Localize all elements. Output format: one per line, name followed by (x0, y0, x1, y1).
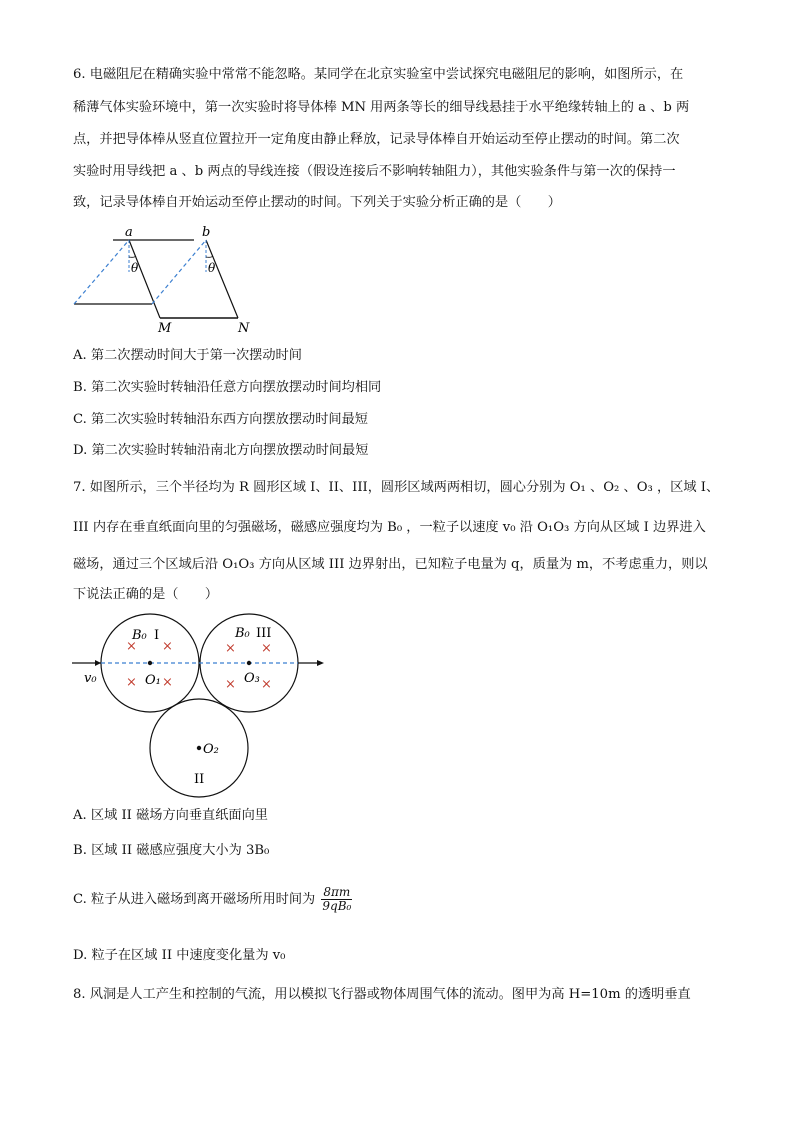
wire-b (206, 240, 238, 318)
cross-I-4: × (162, 675, 173, 690)
q7-option-c-fraction: $\frac{8\pi m}{\text{9qB₀}}$ (322, 885, 352, 913)
cross-I-2: × (162, 639, 173, 654)
q6-option-c: C. 第二次实验时转轴沿东西方向摆放摆动时间最短 (73, 412, 368, 427)
center-O1 (148, 661, 152, 665)
cross-III-3: × (225, 677, 236, 692)
theta-arc-b (206, 256, 213, 257)
q7-line-2: III 内存在垂直纸面向里的匀强磁场，磁感应强度均为 B₀ ，一粒子以速度 v₀ 沿 O₁O₃ 方向从区域 I 边界进入 (73, 520, 706, 535)
q6-option-d: D. 第二次实验时转轴沿南北方向摆放摆动时间最短 (73, 443, 369, 458)
label-v0: v₀ (84, 671, 97, 686)
q7-number: 7. (73, 480, 86, 495)
label-O1: O₁ (145, 673, 161, 688)
q6-option-a: A. 第二次摆动时间大于第一次摆动时间 (73, 348, 302, 363)
cross-III-2: × (261, 641, 272, 656)
q6-figure (68, 222, 268, 337)
center-O3 (247, 661, 251, 665)
cross-III-4: × (261, 677, 272, 692)
q7-option-c: C. 粒子从进入磁场到离开磁场所用时间为 $\frac{8\pi m}{\text{9qB₀}}$ (73, 885, 352, 913)
q6-number: 6. (73, 67, 86, 82)
q6-line-1: 6. 电磁阻尼在精确实验中常常不能忽略。某同学在北京实验室中尝试探究电磁阻尼的影响，如图所示，在 (73, 67, 684, 82)
label-B0-III: B₀ (235, 626, 250, 641)
q6-line-4: 实验时用导线把 a 、b 两点的导线连接（假设连接后不影响转轴阻力），其他实验条件与第一次的保持一 (73, 164, 676, 179)
label-III: III (256, 626, 272, 641)
label-b: b (202, 225, 211, 240)
cross-I-3: × (126, 675, 137, 690)
label-O2: O₂ (203, 742, 219, 757)
label-N: N (238, 321, 250, 336)
label-theta-a: θ (131, 261, 139, 275)
q8-line-1: 8. 风洞是人工产生和控制的气流，用以模拟飞行器或物体周围气体的流动。图甲为高 H=10m 的透明垂直 (73, 987, 691, 1002)
label-a: a (125, 225, 133, 240)
label-M: M (158, 321, 172, 336)
cross-I-1: × (126, 639, 137, 654)
q6-line-5: 致，记录导体棒自开始运动至停止摆动的时间。下列关于实验分析正确的是（ ） (73, 195, 561, 210)
label-I: I (154, 628, 160, 643)
q8-number: 8. (73, 987, 86, 1002)
q7-line-1: 7. 如图所示，三个半径均为 R 圆形区域 I、II、III，圆形区域两两相切，圆心分别为 O₁ 、O₂ 、O₃ ，区域 I、 (73, 480, 720, 495)
q7-figure (68, 612, 338, 802)
dashed-wire-b (152, 240, 206, 304)
center-O2 (197, 746, 201, 750)
outgoing-arrow-icon (317, 660, 324, 666)
q7-option-a: A. 区域 II 磁场方向垂直纸面向里 (73, 808, 268, 823)
q7-line-4: 下说法正确的是（ ） (73, 587, 219, 602)
incoming-arrow-icon (95, 660, 101, 666)
q6-line-2: 稀薄气体实验环境中，第一次实验时将导体棒 MN 用两条等长的细导线悬挂于水平绝缘转轴上的 a 、b 两 (73, 100, 690, 115)
cross-III-1: × (225, 641, 236, 656)
q7-option-b: B. 区域 II 磁感应强度大小为 3B₀ (73, 843, 270, 858)
dashed-wire-a (74, 240, 129, 304)
q6-option-b: B. 第二次实验时转轴沿任意方向摆放摆动时间均相同 (73, 380, 382, 395)
q6-line-3: 点，并把导体棒从竖直位置拉开一定角度由静止释放，记录导体棒自开始运动至停止摆动的时间。第二次 (73, 132, 680, 147)
label-B0-I: B₀ (132, 628, 147, 643)
wire-a (129, 240, 160, 318)
q7-line-3: 磁场，通过三个区域后沿 O₁O₃ 方向从区域 III 边界射出，已知粒子电量为 q，质量为 m，不考虑重力，则以 (73, 557, 708, 572)
label-II: II (194, 772, 205, 787)
label-O3: O₃ (244, 671, 260, 686)
q7-option-d: D. 粒子在区域 II 中速度变化量为 v₀ (73, 948, 286, 963)
label-theta-b: θ (208, 261, 216, 275)
